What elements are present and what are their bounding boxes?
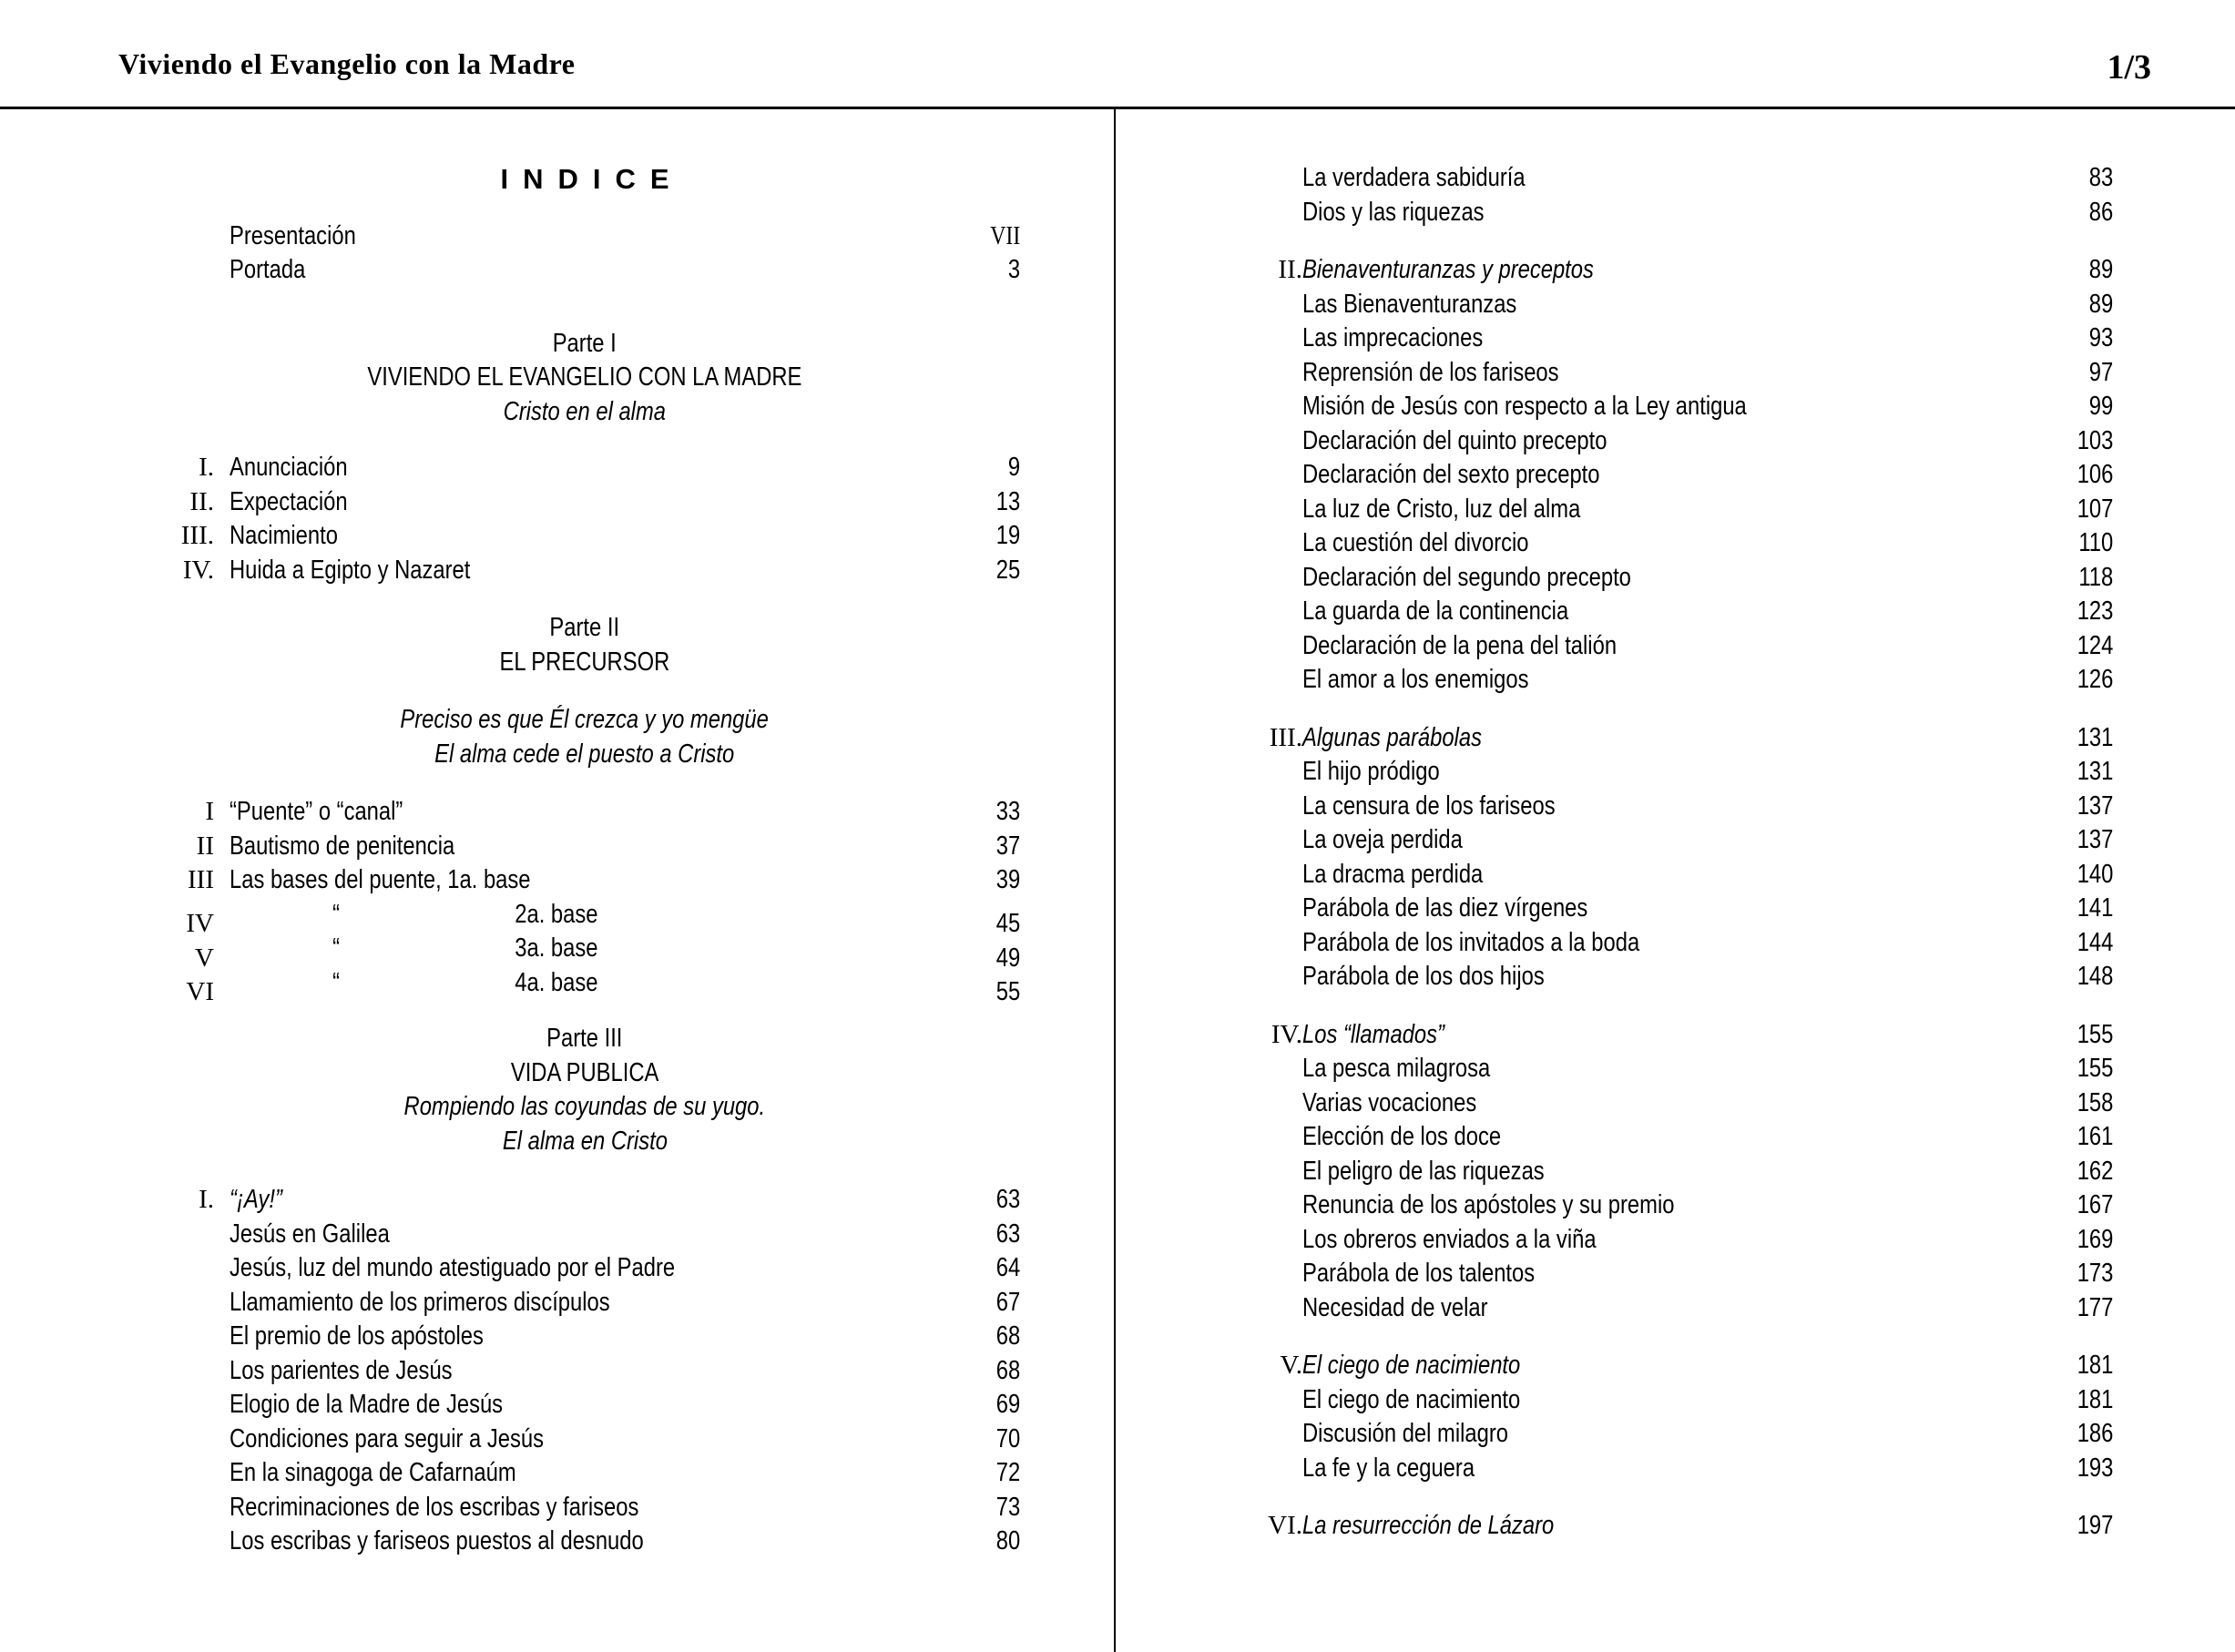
toc-entry bbox=[1230, 1086, 2113, 1121]
entry-page-number: 67 bbox=[995, 1287, 1020, 1317]
entry-title: Anunciación bbox=[230, 453, 348, 482]
entry-numeral: IV. bbox=[182, 555, 214, 585]
toc-entry bbox=[118, 253, 1020, 288]
entry-title: Expectación bbox=[230, 486, 348, 516]
section-heading-line: VIDA PUBLICA bbox=[510, 1057, 659, 1087]
entry-page-number: 167 bbox=[2077, 1190, 2113, 1219]
toc-entry bbox=[118, 485, 1020, 520]
toc-entry bbox=[118, 795, 1020, 830]
entry-page-number: 155 bbox=[2077, 1054, 2113, 1083]
entry-page-number: 123 bbox=[2077, 597, 2113, 626]
entry-page-number: 9 bbox=[1007, 453, 1020, 482]
toc-entry bbox=[1230, 595, 2113, 629]
entry-page-number: 186 bbox=[2077, 1419, 2113, 1448]
entry-page-number: 141 bbox=[2077, 893, 2113, 923]
entry-page-number: 3 bbox=[1007, 255, 1020, 284]
entry-title: La resurrección de Lázaro bbox=[1302, 1511, 1555, 1540]
toc-entry bbox=[1230, 526, 2113, 561]
entry-title: Necesidad de velar bbox=[1302, 1292, 1488, 1322]
entry-numeral: VI bbox=[186, 977, 214, 1006]
entry-title: Nacimiento bbox=[230, 521, 338, 550]
entry-title-text: 4a. base bbox=[515, 967, 598, 997]
entry-title: El peligro de las riquezas bbox=[1302, 1156, 1545, 1186]
toc-entry bbox=[118, 451, 1020, 485]
section-entries bbox=[118, 795, 1020, 1006]
page-indicator: 1/3 bbox=[2107, 48, 2151, 87]
entry-numeral: IV. bbox=[1271, 1019, 1302, 1049]
entry-title: Renuncia de los apóstoles y su premio bbox=[1302, 1190, 1675, 1219]
entry-title: La censura de los fariseos bbox=[1302, 790, 1556, 821]
toc-group bbox=[1230, 161, 2113, 229]
toc-entry bbox=[1230, 1509, 2113, 1544]
entry-title: Portada bbox=[230, 255, 306, 284]
entry-title: La fe y la ceguera bbox=[1302, 1453, 1475, 1483]
toc-entry bbox=[1230, 892, 2113, 926]
entry-title: Elección de los doce bbox=[1302, 1122, 1502, 1151]
toc-entry bbox=[1230, 858, 2113, 892]
toc-entry bbox=[1230, 561, 2113, 596]
entry-page-number: 181 bbox=[2077, 1384, 2113, 1414]
entry-title: Llamamiento de los primeros discípulos bbox=[230, 1287, 610, 1317]
entry-numeral: III. bbox=[180, 521, 214, 550]
entry-page-number: 131 bbox=[2077, 722, 2113, 752]
toc-entry bbox=[118, 1251, 1020, 1286]
toc-entry bbox=[118, 519, 1020, 554]
toc-group bbox=[1230, 253, 2113, 698]
entry-page-number: 137 bbox=[2077, 790, 2113, 821]
entry-page-number: 86 bbox=[2088, 197, 2113, 227]
entry-page-number: 33 bbox=[995, 797, 1020, 826]
entry-page-number: 13 bbox=[995, 486, 1020, 516]
section-motto bbox=[118, 703, 1020, 771]
entry-title: Las bases del puente, 1a. base bbox=[230, 865, 531, 894]
toc-entry bbox=[1230, 424, 2113, 459]
entry-numeral: I. bbox=[199, 453, 214, 482]
section-heading-line: Parte I bbox=[552, 328, 617, 358]
entry-page-number: 103 bbox=[2077, 425, 2113, 455]
toc-entry bbox=[1230, 1417, 2113, 1452]
entry-title: La guarda de la continencia bbox=[1302, 597, 1569, 626]
toc-entry bbox=[1230, 196, 2113, 230]
entry-title: Discusión del milagro bbox=[1302, 1419, 1509, 1448]
entry-page-number: 63 bbox=[995, 1185, 1020, 1214]
entry-title: Bautismo de penitencia bbox=[230, 831, 455, 861]
section-heading-line: Rompiendo las coyundas de su yugo. bbox=[403, 1092, 766, 1121]
entry-title: Bienaventuranzas y preceptos bbox=[1302, 255, 1594, 284]
toc-entry bbox=[1230, 458, 2113, 493]
toc-entry bbox=[118, 932, 1020, 973]
entry-title: Jesús, luz del mundo atestiguado por el Padre bbox=[230, 1253, 676, 1282]
entry-page-number: 107 bbox=[2077, 494, 2113, 524]
toc-entry bbox=[118, 1354, 1020, 1389]
entry-title: Recriminaciones de los escribas y fariseos bbox=[230, 1492, 639, 1522]
entry-page-number: 19 bbox=[995, 521, 1020, 550]
toc-entry bbox=[1230, 823, 2113, 858]
entry-page-number: 89 bbox=[2088, 255, 2113, 284]
toc-group bbox=[1230, 721, 2113, 994]
toc-entry bbox=[1230, 1383, 2113, 1418]
toc-right-column bbox=[1230, 109, 2113, 1544]
entry-title: Huida a Egipto y Nazaret bbox=[230, 555, 471, 585]
entry-page-number: 148 bbox=[2077, 962, 2113, 991]
toc-entry bbox=[118, 1456, 1020, 1491]
entry-title-text: 2a. base bbox=[515, 899, 598, 929]
entry-numeral: II. bbox=[1278, 255, 1302, 284]
entry-title: El ciego de nacimiento bbox=[1302, 1384, 1521, 1414]
entry-title: Parábola de los dos hijos bbox=[1302, 962, 1545, 991]
toc-entry bbox=[118, 1388, 1020, 1423]
entry-title: “Puente” o “canal” bbox=[230, 797, 403, 826]
toc-entry bbox=[1230, 1155, 2113, 1189]
front-matter bbox=[118, 219, 1020, 288]
entry-numeral: III bbox=[188, 865, 214, 894]
book-title: Viviendo el Evangelio con la Madre bbox=[118, 47, 576, 80]
section-heading bbox=[118, 611, 1020, 679]
toc-entry bbox=[1230, 1349, 2113, 1383]
ditto-mark: “ bbox=[332, 933, 341, 963]
entry-numeral: V bbox=[195, 943, 214, 973]
toc-entry bbox=[118, 1286, 1020, 1321]
entry-title: Presentación bbox=[230, 220, 356, 250]
entry-title: Los “llamados” bbox=[1302, 1019, 1444, 1049]
toc-entry bbox=[118, 830, 1020, 864]
entry-page-number: 80 bbox=[995, 1526, 1020, 1555]
entry-title: Declaración del sexto precepto bbox=[1302, 460, 1600, 489]
toc-section bbox=[118, 611, 1020, 1006]
entry-page-number: 144 bbox=[2077, 927, 2113, 957]
entry-title: Los obreros enviados a la viña bbox=[1302, 1224, 1597, 1254]
section-entries bbox=[118, 451, 1020, 587]
entry-numeral: II bbox=[196, 831, 214, 861]
entry-page-number: 177 bbox=[2077, 1292, 2113, 1322]
entry-page-number: 169 bbox=[2077, 1224, 2113, 1254]
entry-page-number: 99 bbox=[2088, 392, 2113, 421]
section-heading bbox=[118, 327, 1020, 430]
entry-title: Varias vocaciones bbox=[1302, 1087, 1477, 1117]
toc-group bbox=[1230, 1018, 2113, 1326]
toc-entry bbox=[1230, 321, 2113, 356]
entry-page-number: 69 bbox=[995, 1390, 1020, 1419]
toc-entry bbox=[1230, 390, 2113, 424]
toc-entry bbox=[1230, 960, 2113, 994]
entry-page-number: 118 bbox=[2078, 562, 2113, 592]
ditto-mark: “ bbox=[332, 967, 341, 997]
section-heading-line: El alma en Cristo bbox=[502, 1126, 668, 1156]
entry-page-number: 25 bbox=[995, 555, 1020, 585]
entry-page-number: 110 bbox=[2078, 528, 2113, 557]
entry-page-number: 64 bbox=[995, 1253, 1020, 1282]
toc-entry bbox=[1230, 161, 2113, 196]
entry-page-number: 197 bbox=[2077, 1511, 2113, 1540]
entry-title: Parábola de los invitados a la boda bbox=[1302, 927, 1640, 957]
column-divider bbox=[1114, 109, 1116, 1652]
entry-title: Misión de Jesús con respecto a la Ley antigua bbox=[1302, 392, 1747, 421]
entry-title: “¡Ay!” bbox=[230, 1185, 282, 1214]
entry-title: Algunas parábolas bbox=[1302, 722, 1482, 752]
toc-section bbox=[118, 1022, 1020, 1559]
entry-page-number: 158 bbox=[2077, 1087, 2113, 1117]
entry-title: El premio de los apóstoles bbox=[230, 1321, 484, 1351]
entry-numeral: IV bbox=[186, 909, 214, 938]
entry-title: Reprensión de los fariseos bbox=[1302, 357, 1559, 387]
toc-entry bbox=[1230, 1223, 2113, 1258]
entry-title: La luz de Cristo, luz del alma bbox=[1302, 494, 1581, 524]
section-heading-line: Parte II bbox=[549, 613, 620, 642]
entry-page-number: 37 bbox=[995, 831, 1020, 861]
section-heading bbox=[118, 1022, 1020, 1158]
toc-entry bbox=[1230, 493, 2113, 527]
toc-section bbox=[118, 327, 1020, 588]
entry-title: La verdadera sabiduría bbox=[1302, 163, 1526, 192]
section-heading-line: El alma cede el puesto a Cristo bbox=[434, 739, 735, 769]
toc-entry bbox=[118, 1525, 1020, 1559]
toc-entry bbox=[1230, 1257, 2113, 1291]
entry-page-number: 155 bbox=[2077, 1019, 2113, 1049]
entry-title-text: 3a. base bbox=[515, 933, 598, 963]
toc-entry bbox=[1230, 253, 2113, 288]
entry-numeral: V. bbox=[1280, 1351, 1302, 1380]
toc-entry bbox=[1230, 926, 2113, 961]
toc-entry bbox=[118, 1218, 1020, 1252]
entry-page-number: 39 bbox=[995, 865, 1020, 894]
entry-page-number: 93 bbox=[2088, 323, 2113, 352]
entry-title: Los escribas y fariseos puestos al desnudo bbox=[230, 1526, 644, 1555]
toc-group bbox=[1230, 1349, 2113, 1485]
entry-page-number: 72 bbox=[995, 1458, 1020, 1487]
toc-entry bbox=[1230, 1018, 2113, 1053]
toc-left-column bbox=[118, 109, 1020, 1559]
entry-title: El ciego de nacimiento bbox=[1302, 1351, 1521, 1380]
entry-page-number: 89 bbox=[2088, 289, 2113, 319]
entry-page-number: 70 bbox=[995, 1423, 1020, 1453]
toc-entry bbox=[1230, 288, 2113, 322]
section-heading-line: VIVIENDO EL EVANGELIO CON LA MADRE bbox=[367, 362, 802, 392]
toc-entry bbox=[1230, 1120, 2113, 1155]
entry-title: Declaración del quinto precepto bbox=[1302, 425, 1607, 455]
toc-entry bbox=[118, 219, 1020, 254]
toc-entry bbox=[118, 966, 1020, 1006]
entry-numeral: I bbox=[205, 797, 214, 826]
section-entries bbox=[118, 1183, 1020, 1559]
entry-title bbox=[214, 966, 965, 1010]
toc-entry bbox=[1230, 1188, 2113, 1223]
entry-page-number: 83 bbox=[2088, 163, 2113, 192]
entry-page-number: 68 bbox=[995, 1321, 1020, 1351]
entry-title: La pesca milagrosa bbox=[1302, 1054, 1491, 1083]
section-heading-line: Parte III bbox=[546, 1024, 623, 1053]
toc-entry bbox=[118, 898, 1020, 938]
entry-page-number: 126 bbox=[2077, 665, 2113, 694]
entry-title: Dios y las riquezas bbox=[1302, 197, 1485, 227]
entry-page-number: 68 bbox=[995, 1355, 1020, 1385]
toc-entry bbox=[1230, 721, 2113, 756]
toc-entry bbox=[1230, 663, 2113, 698]
section-heading-line: Cristo en el alma bbox=[503, 396, 667, 426]
toc-entry bbox=[118, 1320, 1020, 1354]
entry-title: Elogio de la Madre de Jesús bbox=[230, 1390, 504, 1419]
entry-page-number: 193 bbox=[2077, 1453, 2113, 1483]
toc-entry bbox=[118, 554, 1020, 588]
entry-page-number: 173 bbox=[2077, 1259, 2113, 1288]
entry-page-number: 55 bbox=[995, 977, 1020, 1006]
toc-entry bbox=[1230, 1452, 2113, 1486]
entry-numeral: II. bbox=[189, 486, 214, 516]
entry-title: El amor a los enemigos bbox=[1302, 665, 1529, 694]
toc-entry bbox=[118, 1423, 1020, 1457]
toc-entry bbox=[1230, 790, 2113, 824]
entry-title: Jesús en Galilea bbox=[230, 1219, 390, 1249]
entry-title: La dracma perdida bbox=[1302, 859, 1484, 889]
entry-page-number: 63 bbox=[995, 1219, 1020, 1249]
ditto-mark: “ bbox=[332, 899, 341, 929]
entry-numeral: I. bbox=[199, 1185, 214, 1214]
entry-title: Parábola de los talentos bbox=[1302, 1259, 1536, 1288]
entry-title: Declaración de la pena del talión bbox=[1302, 630, 1618, 660]
toc-entry bbox=[1230, 755, 2113, 790]
entry-page-number: 97 bbox=[2088, 357, 2113, 387]
toc-entry bbox=[1230, 1291, 2113, 1326]
toc-entry bbox=[1230, 356, 2113, 391]
toc-entry bbox=[1230, 629, 2113, 664]
toc-entry bbox=[118, 863, 1020, 898]
entry-numeral: VI. bbox=[1268, 1511, 1302, 1540]
entry-title: La oveja perdida bbox=[1302, 825, 1463, 854]
entry-page-number: 162 bbox=[2077, 1156, 2113, 1186]
toc-entry bbox=[1230, 1052, 2113, 1086]
entry-page-number: 73 bbox=[995, 1492, 1020, 1522]
entry-title: Declaración del segundo precepto bbox=[1302, 562, 1631, 592]
entry-title: En la sinagoga de Cafarnaúm bbox=[230, 1458, 516, 1487]
entry-page-number: 124 bbox=[2077, 630, 2113, 660]
toc-title: INDICE bbox=[500, 163, 684, 195]
entry-numeral: III. bbox=[1269, 722, 1302, 752]
entry-title: Los parientes de Jesús bbox=[230, 1355, 453, 1385]
section-heading-line: EL PRECURSOR bbox=[499, 647, 670, 677]
entry-page-number: VII bbox=[989, 220, 1020, 250]
entry-page-number: 161 bbox=[2077, 1122, 2113, 1151]
entry-page-number: 137 bbox=[2077, 825, 2113, 854]
entry-page-number: 106 bbox=[2077, 460, 2113, 489]
entry-title: Las imprecaciones bbox=[1302, 323, 1484, 352]
toc-group bbox=[1230, 1509, 2113, 1544]
entry-title: Las Bienaventuranzas bbox=[1302, 289, 1517, 319]
entry-title: Condiciones para seguir a Jesús bbox=[230, 1423, 545, 1453]
entry-page-number: 131 bbox=[2077, 757, 2113, 786]
entry-page-number: 181 bbox=[2077, 1351, 2113, 1380]
entry-title: La cuestión del divorcio bbox=[1302, 528, 1529, 557]
toc-entry bbox=[118, 1183, 1020, 1218]
entry-title: El hijo pródigo bbox=[1302, 757, 1440, 786]
entry-page-number: 49 bbox=[995, 943, 1020, 973]
toc-entry bbox=[118, 1491, 1020, 1525]
section-heading-line: Preciso es que Él crezca y yo mengüe bbox=[400, 705, 770, 734]
entry-page-number: 140 bbox=[2077, 859, 2113, 889]
entry-title: Parábola de las diez vírgenes bbox=[1302, 893, 1588, 923]
entry-page-number: 45 bbox=[995, 909, 1020, 938]
